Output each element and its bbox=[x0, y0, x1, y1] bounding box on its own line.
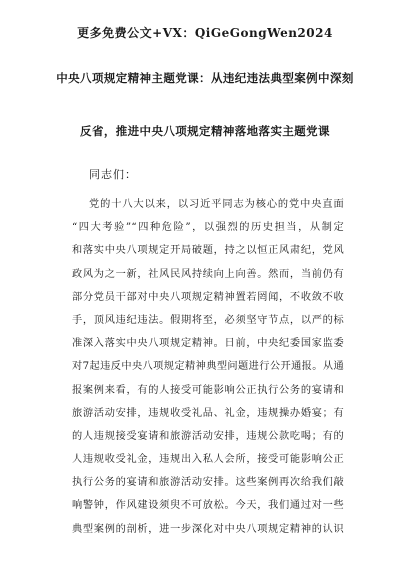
body-line: 政风为之一新，社风民风持续向上向善。然而，当前仍有 bbox=[72, 268, 344, 280]
body-line: 和落实中央八项规定开局破题，持之以恒正风肃纪，党风 bbox=[72, 245, 344, 257]
greeting: 同志们： bbox=[89, 168, 137, 181]
body-line: 党的十八大以来，以习近平同志为核心的党中央直面 bbox=[89, 199, 344, 210]
title-line-1: 中央八项规定精神主题党课：从违纪违法典型案例中深刻 bbox=[56, 71, 354, 85]
body-line: 准深入落实中央八项规定精神。日前，中央纪委国家监委 bbox=[72, 338, 344, 350]
body-line: “四大考验”“四种危险”，以强烈的历史担当，从制定 bbox=[72, 222, 344, 234]
body-line: 的人违规接受宴请和旅游活动安排，违规公款吃喝；有的 bbox=[72, 430, 344, 442]
body-line: 人违规收受礼金，违规出入私人会所，接受可能影响公正 bbox=[72, 454, 344, 466]
body-line: 旅游活动安排，违规收受礼品、礼金，违规操办婚宴；有 bbox=[72, 407, 344, 419]
body-paragraph bbox=[72, 193, 344, 541]
body-line: 手，顶风违纪违法。假期将至，必须坚守节点，以严的标 bbox=[72, 314, 344, 326]
body-line: 部分党员干部对中央八项规定精神置若罔闻，不收敛不收 bbox=[72, 291, 344, 303]
body-line: 响警钟，作风建设须臾不可放松。今天，我们通过对一些 bbox=[72, 500, 344, 512]
body-line: 典型案例的剖析，进一步深化对中央八项规定精神的认识 bbox=[72, 523, 344, 535]
title-line-2: 反省，推进中央八项规定精神落地落实主题党课 bbox=[80, 124, 330, 138]
body-line: 执行公务的宴请和旅游活动安排。这些案例再次给我们敲 bbox=[72, 477, 344, 489]
body-line: 报案例来看，有的人接受可能影响公正执行公务的宴请和 bbox=[72, 384, 344, 396]
body-line: 对7起违反中央八项规定精神典型问题进行公开通报。从通 bbox=[72, 361, 344, 373]
promo-header: 更多免费公文+VX：QiGeGongWen2024 bbox=[77, 26, 333, 40]
